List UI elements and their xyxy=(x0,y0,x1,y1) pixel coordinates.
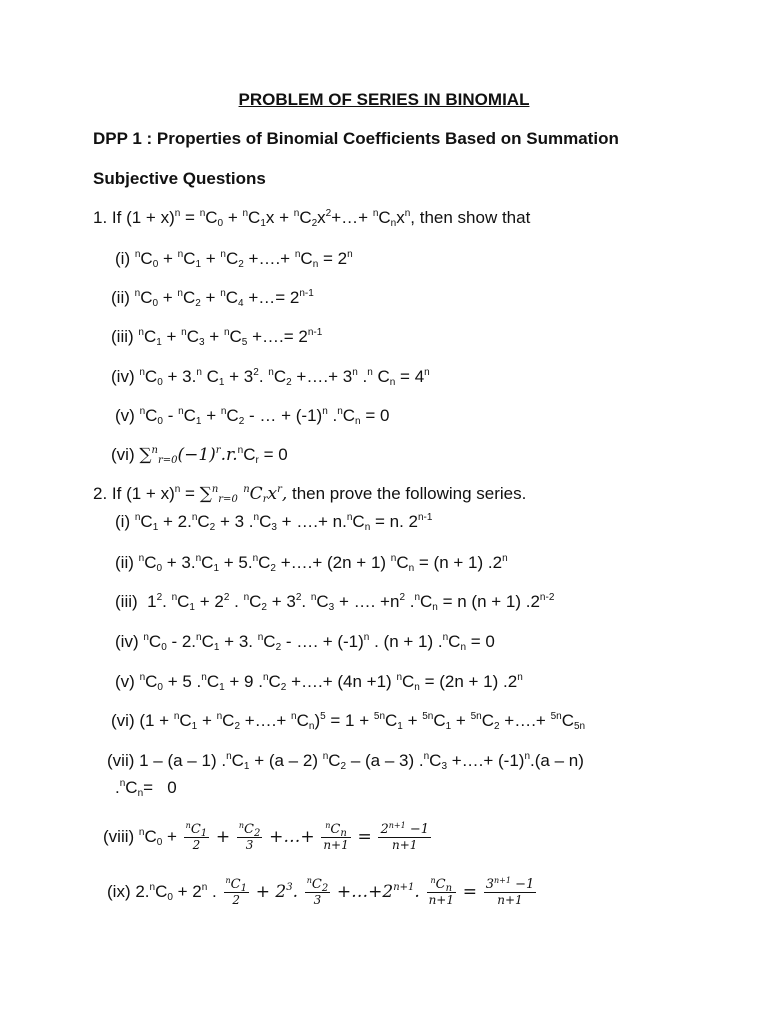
q1-part-v: (v) $^nC_0 - ^nC_1 + ^nC_2$ - … + $(-1)^n$ $.^nC_n = 0$ xyxy=(115,406,390,427)
part-label: (vii) xyxy=(107,751,135,770)
part-label: (v) xyxy=(115,672,135,691)
question-2: 2. If $(1 + x)^n = \sum^n_{r=0}$ $^nC_rx^r$, then prove the following series. xyxy=(93,484,527,505)
part-label: (v) xyxy=(115,406,135,425)
q2-part-vii: (vii) 1 – (a – 1) $.^nC_1 + (a - 2)$ $^nC_2 - (a - 3)$ $.^nC_3$ +….+ $(-1)^n.(a - n)$ xyxy=(107,751,584,772)
q1-part-i: (i) $^nC_0 + ^nC_1 + ^nC_2$ +….+ $^nC_n = 2^n$ xyxy=(115,249,353,270)
question-1-tail: , then show that xyxy=(410,208,531,227)
part-label: (i) xyxy=(115,249,131,268)
question-2-tail: then prove the following series. xyxy=(291,484,527,503)
q1-part-ii: (ii) $^nC_0 + ^nC_2 + ^nC_4$ +…= $2^{n-1}$ xyxy=(111,288,314,309)
q1-part-iv: (iv) $^nC_0 + 3.^n$ $C_1 + 3^2$. $^nC_2$ +….+ $3^n$ .$^n$ $C_n = 4^n$ xyxy=(111,367,430,388)
question-2-lead: If (1 + x) xyxy=(111,484,175,503)
q2-part-v: (v) $^nC_0 + 5$ $.^nC_1 + 9$ $.^nC_2$ +….+ (4n +1) $^nC_n = (2n + 1)$ .2$^n$ xyxy=(115,672,523,693)
part-label: (i) xyxy=(115,512,131,531)
dpp-heading: DPP 1 : Properties of Binomial Coefficients Based on Summation xyxy=(93,129,619,148)
q2-part-vi: (vi) ($1 + ^nC_1 + ^nC_2$ +….+ $^nC_n)^5 = 1 + ^{5n}C_1 + ^{5n}C_1 + ^{5n}C_2$ +….+ $^{5n}C_{5n}$ xyxy=(111,711,586,732)
part-label: (vi) xyxy=(111,445,135,464)
q2-part-ix: (ix) $2.^nC_0 + 2^n$ . $\frac{^nC_1}{2}$ + $2^3$. $\frac{^nC_2}{3}$ $+\dots+2^{n+1}$. $\frac{^nC_n}{n+1}$ = $\frac{3^{n+1} -1}{n+1}$ xyxy=(107,876,535,907)
part-label: (vi) xyxy=(111,711,135,730)
q2-part-iii: (iii) $1^2$. $^nC_1 + 2^2$ . $^nC_2 + 3^2$. $^nC_3$ + …. $+n^2$ $.^nC_n = n$ (n + 1) .2$^{n-2}$ xyxy=(115,592,555,613)
part-label: (iii) xyxy=(115,592,138,611)
part-label: (iv) xyxy=(111,367,135,386)
q2-part-vii-cont: $.^nC_n= 0$ xyxy=(115,778,177,799)
question-2-label: 2. xyxy=(93,484,108,503)
q2-part-i: (i) $^nC_1 + 2.^nC_2 + 3$ $.^nC_3$ + ….+ $n.^nC_n = n$. 2$^{n-1}$ xyxy=(115,512,433,533)
part-label: (ii) xyxy=(115,553,134,572)
q2-part-iv: (iv) $^nC_0 - 2.^nC_1 + 3$. $^nC_2$ - …. + $(-1)^n$ . (n + 1) $.^nC_n = 0$ xyxy=(115,632,495,653)
page-title: PROBLEM OF SERIES IN BINOMIAL xyxy=(238,90,530,109)
question-1-label: 1. xyxy=(93,208,108,227)
q2-part-viii: (viii) $^nC_0$ + $\frac{^nC_1}{2}$ + $\frac{^nC_2}{3}$ +…+ $\frac{^nC_n}{n+1}$ = $\frac{2^{n+1} -1}{n+1}$ xyxy=(103,821,429,852)
part-label: (iv) xyxy=(115,632,139,651)
q1-part-vi: (vi) $\sum^n_{r=0}(-1)^r.r.^nC_r = 0$ xyxy=(111,445,288,466)
q1-part-iii: (iii) $^nC_1 + ^nC_3 + ^nC_5$ +….= $2^{n-1}$ xyxy=(111,327,323,348)
section-heading: Subjective Questions xyxy=(93,169,266,188)
part-label: (viii) xyxy=(103,826,135,846)
q2-part-ii: (ii) $^nC_0 + 3.^nC_1 + 5.^nC_2$ +….+ (2n + 1) $^nC_n = (n + 1)$ .2$^n$ xyxy=(115,553,508,574)
question-1-lead: If (1 + x) xyxy=(111,208,175,227)
question-1: 1. If $(1 + x)^n = ^nC_0 + ^nC_1x$ + $^nC_2x^2+\dots+ ^nC_nx^n$, then show that xyxy=(93,208,531,229)
part-label: (ii) xyxy=(111,288,130,307)
part-label: (iii) xyxy=(111,327,134,346)
part-label: (ix) xyxy=(107,881,131,901)
